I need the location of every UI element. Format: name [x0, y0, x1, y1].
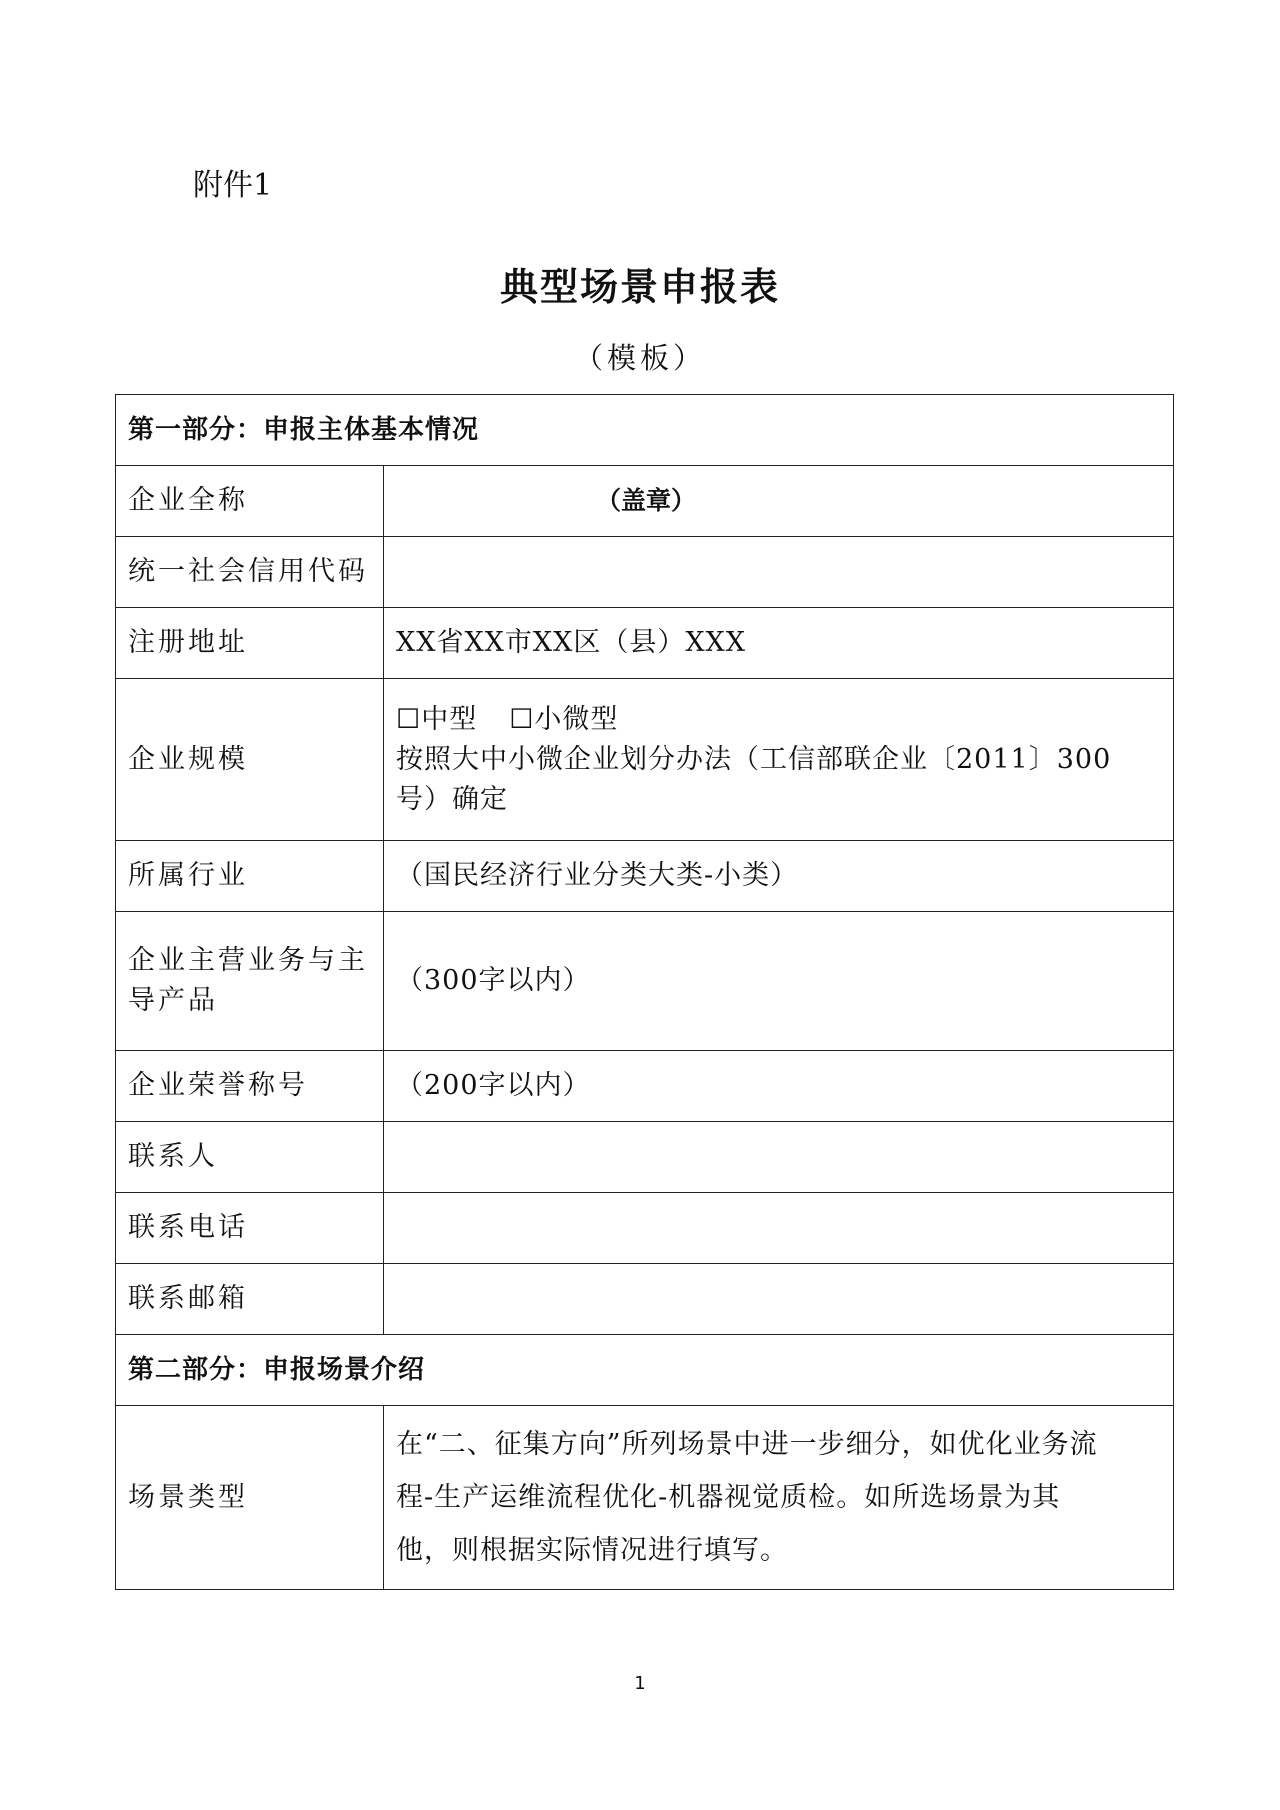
form-row-credit-code	[116, 537, 1174, 608]
phone-cell[interactable]	[384, 1193, 1174, 1264]
document-subtitle: （模板）	[573, 341, 706, 375]
seal-placeholder: （盖章）	[596, 486, 697, 515]
attachment-label: 附件1	[193, 168, 273, 203]
form-row-company-name	[116, 466, 1174, 537]
business-cell[interactable]: （300字以内）	[384, 912, 1174, 1051]
section-row-part2	[116, 1335, 1174, 1406]
company-name-cell[interactable]	[384, 466, 1174, 537]
form-row-scenario-type	[116, 1406, 1174, 1590]
address-cell[interactable]: XX省XX市XX区（县）XXX	[384, 608, 1174, 679]
business-label-line2: 导产品	[128, 985, 218, 1016]
honors-cell[interactable]: （200字以内）	[384, 1051, 1174, 1122]
credit-code-label: 统一社会信用代码	[116, 537, 384, 608]
scenario-type-cell[interactable]	[384, 1406, 1174, 1590]
credit-code-cell[interactable]	[384, 537, 1174, 608]
document-title: 典型场景申报表	[499, 265, 780, 309]
form-row-email	[116, 1264, 1174, 1335]
industry-cell[interactable]: （国民经济行业分类大类-小类）	[384, 841, 1174, 912]
email-cell[interactable]	[384, 1264, 1174, 1335]
phone-label: 联系电话	[116, 1193, 384, 1264]
form-row-honors	[116, 1051, 1174, 1122]
form-row-industry	[116, 841, 1174, 912]
contact-label: 联系人	[116, 1122, 384, 1193]
business-label-line1: 企业主营业务与主	[128, 945, 368, 976]
form-row-phone	[116, 1193, 1174, 1264]
company-name-label: 企业全称	[116, 466, 384, 537]
scale-note-line1: 按照大中小微企业划分办法（工信部联企业〔2011〕300	[396, 743, 1112, 775]
page-number: 1	[634, 1673, 646, 1694]
scale-option-small-checkbox[interactable]: ☐小微型	[509, 703, 619, 735]
scenario-type-label: 场景类型	[116, 1406, 384, 1590]
contact-cell[interactable]	[384, 1122, 1174, 1193]
section-heading-part2: 第二部分：申报场景介绍	[116, 1335, 1174, 1406]
scale-cell	[384, 679, 1174, 841]
scale-note-line2: 号）确定	[396, 783, 508, 815]
scenario-type-line3: 他，则根据实际情况进行填写。	[396, 1535, 788, 1566]
scale-option-medium-checkbox[interactable]: ☐中型	[396, 703, 478, 735]
business-label	[116, 912, 384, 1051]
scale-label: 企业规模	[116, 679, 384, 841]
form-row-business	[116, 912, 1174, 1051]
application-form-table	[115, 394, 1174, 1590]
form-row-address	[116, 608, 1174, 679]
email-label: 联系邮箱	[116, 1264, 384, 1335]
honors-label: 企业荣誉称号	[116, 1051, 384, 1122]
industry-label: 所属行业	[116, 841, 384, 912]
address-label: 注册地址	[116, 608, 384, 679]
scenario-type-line2: 程-生产运维流程优化-机器视觉质检。如所选场景为其	[396, 1482, 1061, 1513]
scenario-type-line1: 在“二、征集方向”所列场景中进一步细分，如优化业务流	[396, 1429, 1098, 1460]
scale-options	[396, 700, 1161, 740]
form-row-scale	[116, 679, 1174, 841]
form-row-contact	[116, 1122, 1174, 1193]
section-heading-part1: 第一部分：申报主体基本情况	[116, 395, 1174, 466]
section-row-part1	[116, 395, 1174, 466]
